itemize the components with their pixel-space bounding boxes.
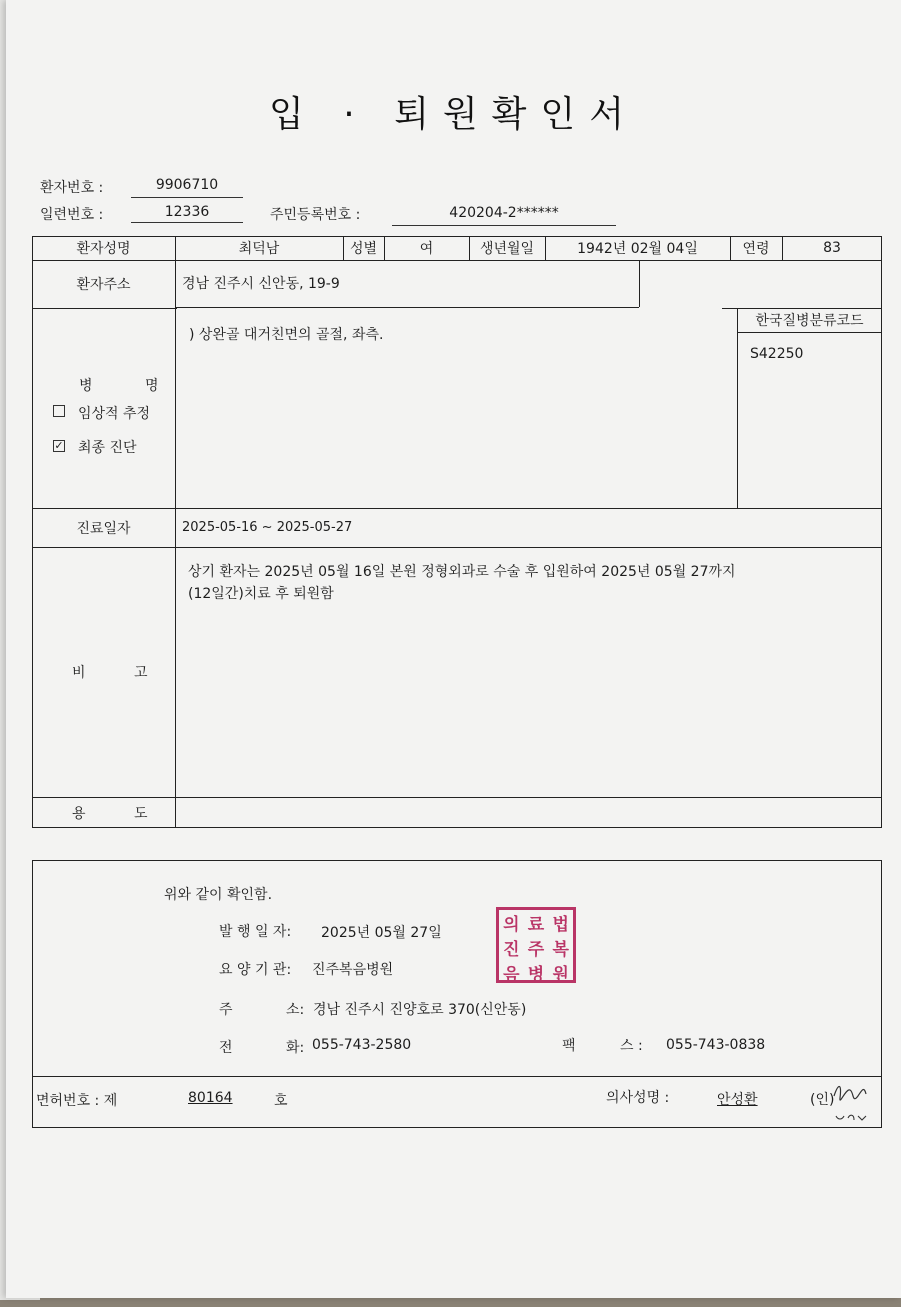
label-column-divider	[175, 236, 176, 828]
institution-name: 진주복음병원	[312, 962, 394, 978]
clinical-estimate-checkbox[interactable]	[53, 405, 65, 417]
phone-number: 055-743-2580	[312, 1037, 412, 1053]
address-label-2: 소:	[286, 1002, 305, 1018]
diagnosis-text: ) 상완골 대거친면의 골절, 좌측.	[189, 327, 384, 343]
fax-number: 055-743-0838	[666, 1037, 766, 1053]
row-divider	[32, 308, 177, 309]
patient-no-label: 환자번호 :	[40, 180, 104, 196]
institution-label: 요 양 기 관:	[219, 962, 292, 978]
remarks-line-1: 상기 환자는 2025년 05월 16일 본원 정형외과로 수술 후 입원하여 2025년 05월 27까지	[188, 564, 736, 580]
doctor-name: 안성환	[717, 1092, 758, 1108]
certificate-page	[6, 0, 901, 1298]
name-label: 환자성명	[76, 241, 131, 257]
hospital-address: 경남 진주시 진양호로 370(신안동)	[313, 1002, 527, 1018]
fax-label-2: 스 :	[620, 1038, 643, 1054]
address-value: 경남 진주시 신안동, 19-9	[182, 276, 340, 292]
diagnosis-label: 병 명	[79, 378, 183, 394]
hospital-seal-stamp: 의 료 법 진 주 복 음 병 원	[496, 907, 576, 983]
age-value: 83	[823, 240, 841, 256]
row-divider	[175, 307, 639, 308]
issue-date-label: 발 행 일 자:	[219, 924, 292, 940]
treatment-period-value: 2025-05-16 ~ 2025-05-27	[182, 520, 353, 535]
sex-value: 여	[419, 241, 434, 257]
address-label-1: 주	[219, 1002, 233, 1018]
doctor-label: 의사성명 :	[606, 1090, 670, 1106]
row-divider	[737, 332, 882, 333]
serial-no: 12336	[164, 204, 210, 220]
patient-name: 최덕남	[238, 241, 280, 257]
resident-no-underline	[392, 225, 616, 226]
kcd-code: S42250	[750, 346, 804, 362]
address-label: 환자주소	[76, 277, 131, 293]
patient-no-underline	[131, 197, 243, 198]
serial-no-label: 일련번호 :	[40, 207, 104, 223]
license-label: 면허번호 : 제	[36, 1093, 118, 1109]
sex-label: 성별	[349, 241, 378, 257]
issue-date: 2025년 05월 27일	[321, 925, 442, 941]
resident-no: 420204-2******	[449, 205, 559, 221]
purpose-label: 용 도	[72, 806, 170, 822]
confirmation-box	[32, 860, 882, 1128]
license-suffix: 호	[274, 1093, 288, 1109]
dob-label: 생년월일	[479, 241, 535, 257]
signature-scribble	[828, 1076, 872, 1126]
license-number: 80164	[188, 1090, 233, 1106]
clinical-estimate-label: 임상적 추정	[78, 406, 151, 422]
remarks-label: 비 고	[72, 665, 170, 681]
final-diagnosis-checkbox[interactable]: ✓	[54, 439, 64, 452]
column-divider	[737, 308, 738, 508]
age-label: 연령	[742, 241, 770, 257]
confirm-statement: 위와 같이 확인함.	[164, 887, 273, 903]
row-divider	[32, 1076, 882, 1077]
final-diagnosis-label: 최종 진단	[78, 440, 137, 456]
remarks-line-2: (12일간)치료 후 퇴원함	[188, 586, 334, 602]
serial-no-underline	[131, 222, 243, 223]
fax-label-1: 팩	[562, 1038, 576, 1054]
phone-label-1: 전	[219, 1040, 233, 1056]
treatment-period-label: 진료일자	[76, 520, 131, 537]
phone-label-2: 화:	[286, 1040, 305, 1056]
row-divider	[32, 547, 882, 548]
kcd-label: 한국질병분류코드	[755, 313, 864, 329]
patient-no: 9906710	[155, 177, 219, 193]
document-title: 입 · 퇴원확인서	[269, 94, 638, 135]
resident-no-label: 주민등록번호 :	[270, 207, 361, 223]
seal-label: (인)	[810, 1092, 835, 1108]
column-divider	[639, 260, 640, 307]
row-divider	[32, 797, 882, 798]
dob-value: 1942년 02월 04일	[577, 241, 698, 257]
